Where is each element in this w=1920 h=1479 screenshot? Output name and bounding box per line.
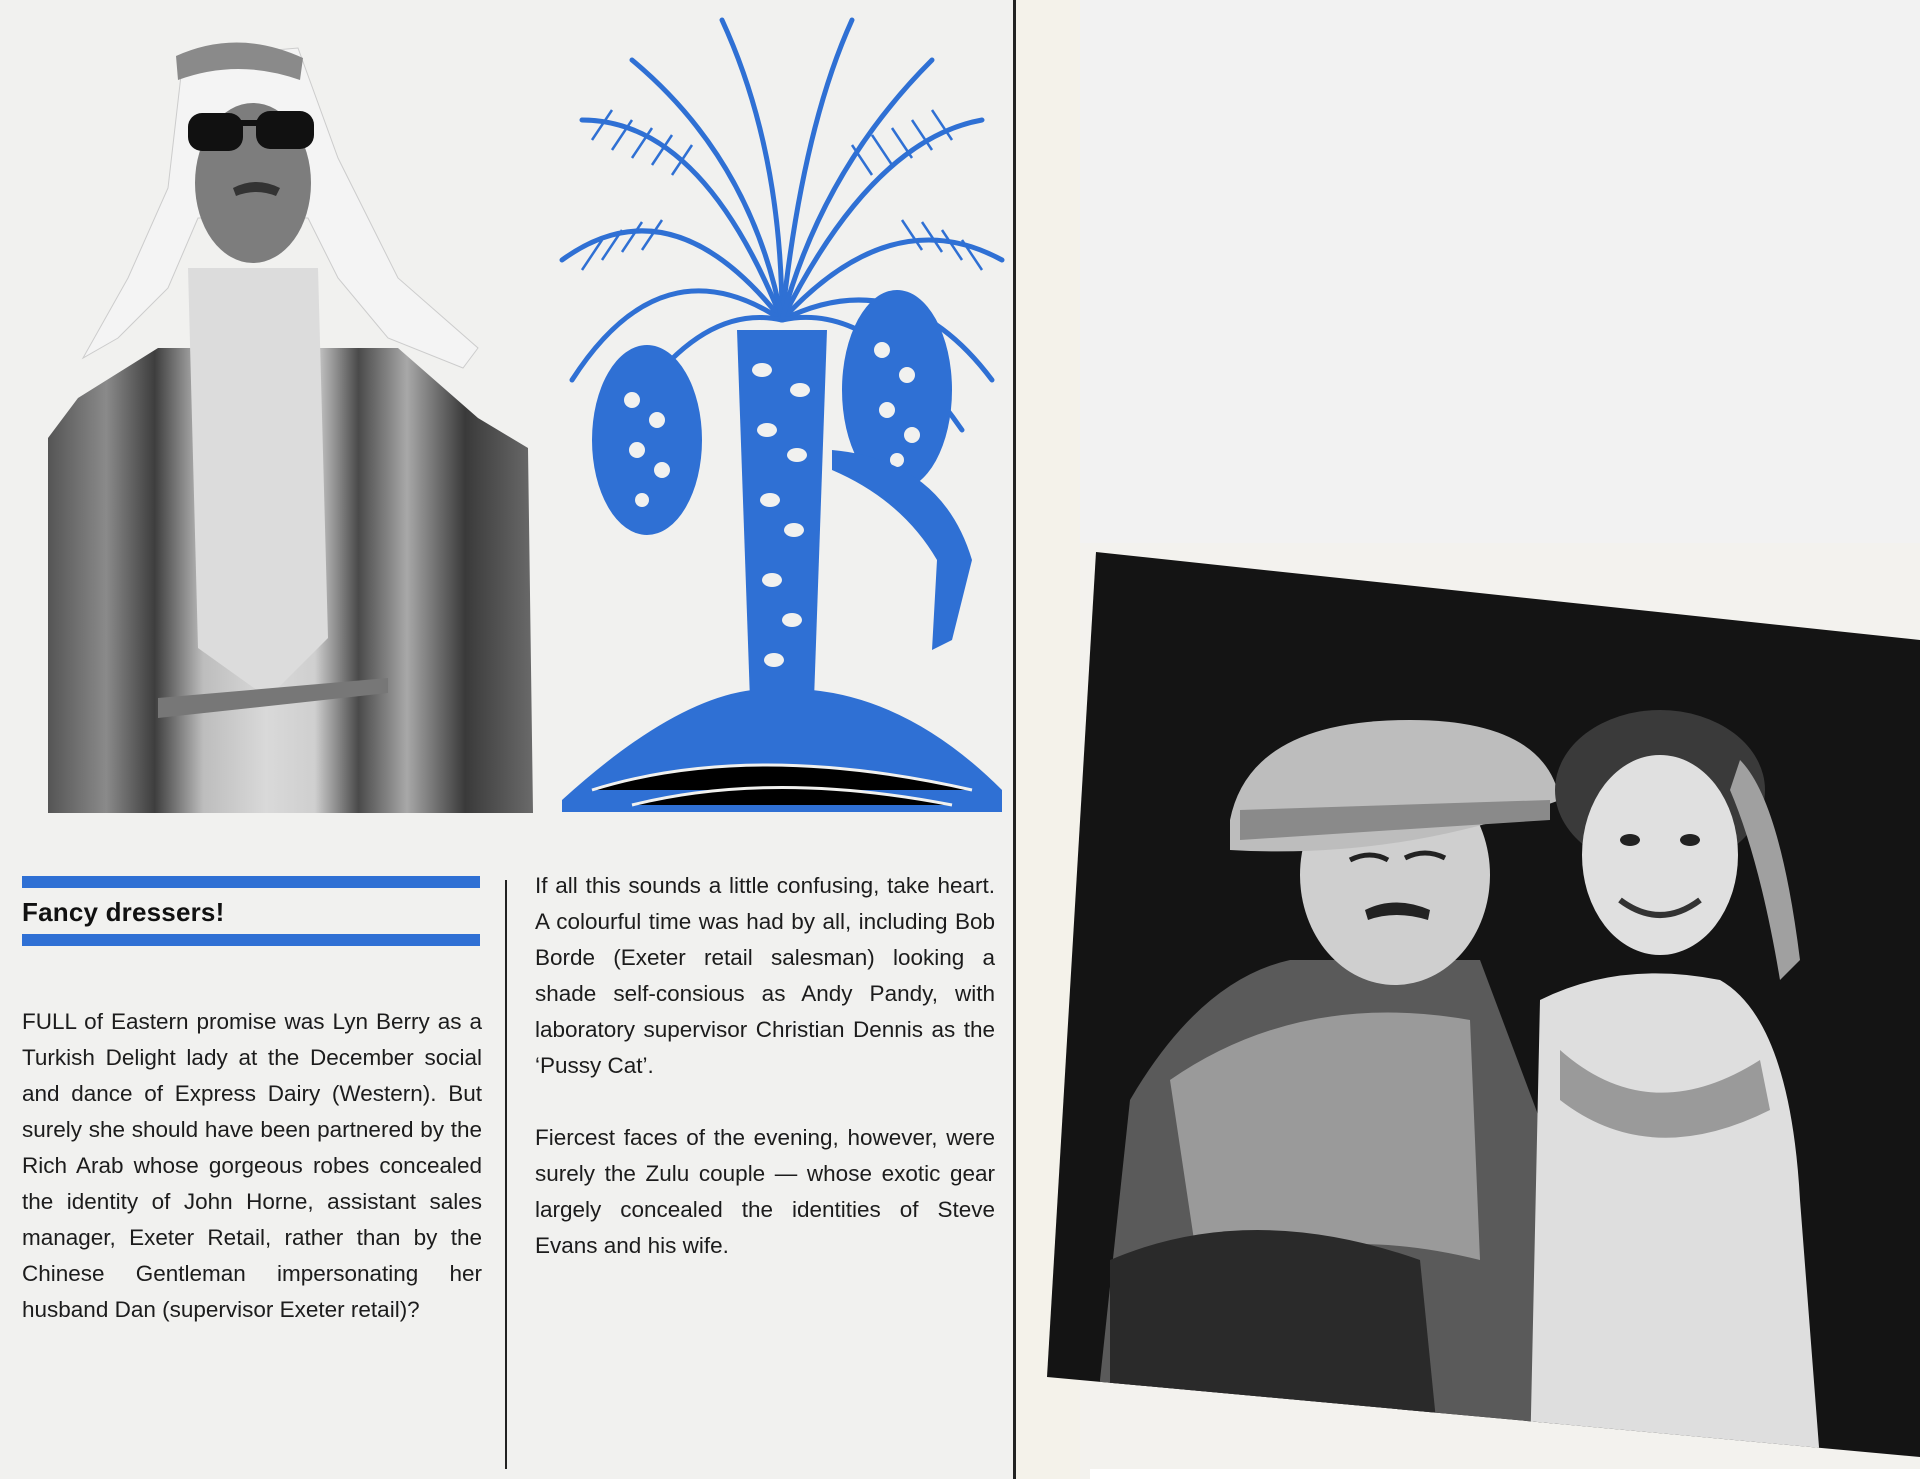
article-column-left (22, 1004, 482, 1364)
article-column-right (535, 868, 995, 1300)
palm-tree-illustration (552, 0, 1012, 814)
column-rule (505, 880, 507, 1469)
paragraph: FULL of Eastern promise was Lyn Berry as a Turkish Delight lady at the December social and dance of Express Dairy (Western). But surely she should have been partnered by the Rich Arab whose gorgeous robes concealed the identity of John Horne, assistant sales manager, Exeter Retail, rather than by the Chinese Gentleman impersonating her husband Dan (supervisor Exeter retail)? (22, 1009, 482, 1322)
page-divider (1013, 0, 1016, 1479)
article-heading: Fancy dressers! (22, 897, 225, 927)
blank-right-panel (1080, 0, 1920, 543)
photo-rich-arab (8, 18, 548, 816)
paragraph: Fiercest faces of the evening, however, were surely the Zulu couple — whose exotic gear largely concealed the identities of Steve Evans and his wife. (535, 1125, 995, 1258)
heading-rule-bottom (22, 934, 480, 946)
heading-rule-top (22, 876, 480, 888)
paragraph: If all this sounds a little confusing, take heart. A colourful time was had by all, including Bob Borde (Exeter retail salesman) looking a shade self-consious as Andy Pandy, with laboratory supervisor Christian Dennis as the ‘Pussy Cat’. (535, 873, 995, 1078)
page-gutter (1016, 0, 1080, 1479)
bottom-margin-strip (1090, 1469, 1920, 1479)
